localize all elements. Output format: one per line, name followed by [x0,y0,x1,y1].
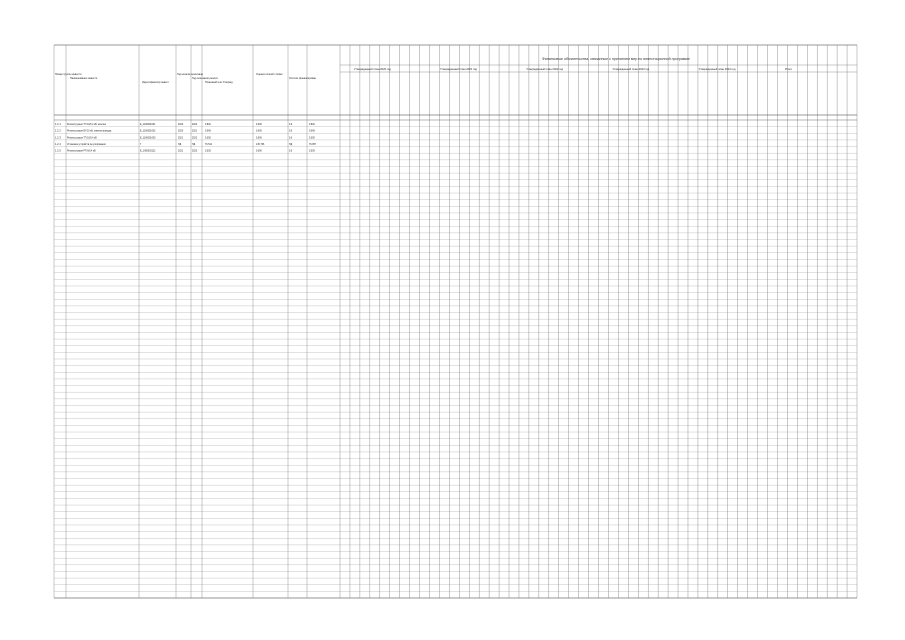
row-id: Е_1100001001 [140,123,156,126]
row-value-c: 0,0 [289,150,293,153]
row-number: 1.2.1 [55,122,61,126]
row-name: Реконструкция ТП 10/0,4 кВ, монтаж [67,123,106,126]
group-header: Утвержденный план 2022 год [526,68,564,71]
row-number: 1.2.4 [55,142,61,146]
row-value-d: 0,305 [309,150,315,153]
row-id: Е_1100001003 [140,137,156,140]
row-value-a: 0,305 [205,150,211,153]
row-value-c: 0,0 [289,137,293,140]
row-value-d: 0,802 [309,123,315,126]
row-value-a: 0,069 [205,130,211,133]
row-start-year: 2021 [178,137,184,140]
column-header: Номер группы инвести [55,73,82,76]
column-header: Оценка полной стоимо [256,73,283,76]
row-end-year: 2022 [192,137,198,140]
row-id: Е_1100001002 [140,130,156,133]
row-start-year: 2020 [178,123,184,126]
row-value-a: 0,802 [205,123,211,126]
row-number: 1.2.3 [55,136,61,140]
row-value-b: 0,000 [256,130,262,133]
row-value-a: 76,541 [205,143,213,146]
row-value-d: 0,069 [309,130,315,133]
row-value-b: 0,000 [256,123,262,126]
row-start-year: 2021 [178,150,184,153]
group-header: Утвержденный план 2023 год [612,68,650,71]
header-note: Финансовые обязательства, связанные с принятием мер по инвестиционной программе [542,57,690,61]
group-header: Итого [784,68,792,71]
row-value-c: 0,0 [289,123,293,126]
row-start-year: 2020 [178,130,184,133]
row-name: Реконструкция ВЛ 10 кВ, замена провода [67,130,112,133]
row-end-year: 2021 [192,130,198,133]
group-header: Утвержденный план 2021 год [440,68,477,71]
row-value-b: 0,000 [256,150,262,153]
row-end-year: НД [192,143,196,146]
column-header: Плановый или Утвержд [205,81,233,84]
row-value-d: 76,957 [309,143,317,146]
row-value-d: 0,350 [309,137,315,140]
column-header: Остаток финансирован [289,77,317,80]
row-start-year: НД [178,143,182,146]
row-name: Установка устройств регулирования [67,143,106,146]
row-end-year: 2022 [192,123,198,126]
column-header: Год начала реализаци [177,73,204,76]
row-value-b: 145,766 [256,143,265,146]
group-header: Утвержденный план 2020 год [354,68,391,71]
group-header: Утвержденный план 2024 год [698,68,736,71]
row-number: 1.2.5 [55,149,61,153]
row-end-year: 2023 [192,150,198,153]
row-name: Реконструкция РП 6/0,4 кВ [67,150,96,153]
column-header: Год окончания реализ [192,77,218,80]
row-value-a: 0,350 [205,137,211,140]
column-header: Идентификатор инвест [142,81,169,84]
row-value-c: НД [289,143,293,146]
row-value-b: 0,000 [256,137,262,140]
row-name: Реконструкция ТП 10/0,4 кВ [67,137,97,140]
row-id: Е_1000002121 [140,150,156,153]
row-value-c: 0,0 [289,130,293,133]
column-header: Наименование инвести [70,77,98,80]
row-id: Г [140,143,142,146]
row-number: 1.2.2 [55,129,61,133]
